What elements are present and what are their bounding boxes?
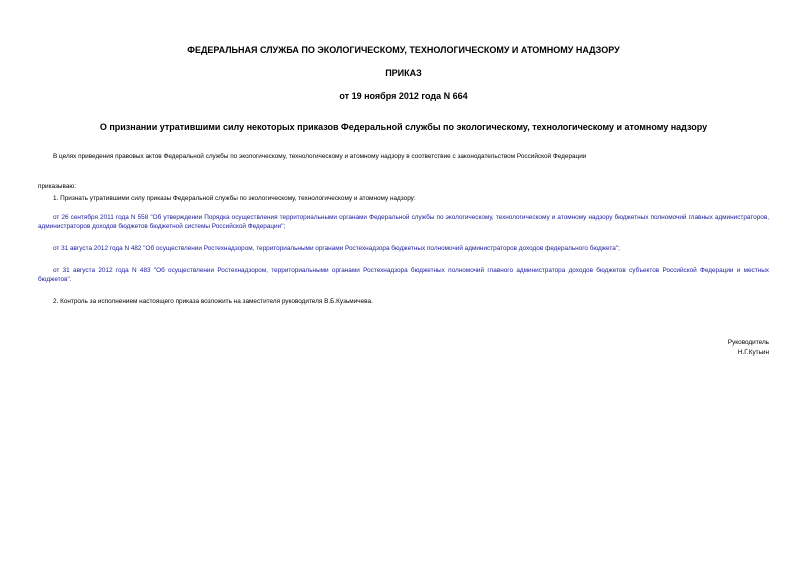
preamble-paragraph: В целях приведения правовых актов Федеральной службы по экологическому, технологическому и атомному надзору в соответствие с законодательством Российской Федерации bbox=[53, 153, 587, 160]
subject-heading: О признании утратившими силу некоторых приказов Федеральной службы по экологическому, технологическому и атомному надзору bbox=[99, 122, 708, 132]
date-number-heading: от 19 ноября 2012 года N 664 bbox=[339, 91, 468, 101]
agency-heading: ФЕДЕРАЛЬНАЯ СЛУЖБА ПО ЭКОЛОГИЧЕСКОМУ, ТЕХНОЛОГИЧЕСКОМУ И АТОМНОМУ НАДЗОРУ bbox=[187, 45, 620, 55]
signature-title: Руководитель bbox=[727, 339, 769, 346]
order-word: приказываю: bbox=[38, 183, 76, 190]
repealed-order-link-558[interactable]: от 26 сентября 2011 года N 558 "Об утверждении Порядка осуществления территориальными органами Федеральной службы по экологическому, технологическому и атомному надзору бюджетных полномочий главных администраторов, администраторов доходов бюджетов бюджетной системы Российской Федерации"; bbox=[38, 214, 769, 230]
repealed-order-link-482[interactable]: от 31 августа 2012 года N 482 "Об осуществлении Ростехнадзором, территориальными органами Ростехнадзора бюджетных полномочий администраторов доходов федерального бюджета"; bbox=[53, 245, 620, 252]
item-1-paragraph: 1. Признать утратившими силу приказы Федеральной службы по экологическому, технологическому и атомному надзору: bbox=[53, 195, 416, 202]
item-2-paragraph: 2. Контроль за исполнением настоящего приказа возложить на заместителя руководителя В.Б.Кузьмичева. bbox=[53, 298, 373, 305]
signature-name: Н.Г.Кутьин bbox=[737, 349, 769, 356]
repealed-order-link-483[interactable]: от 31 августа 2012 года N 483 "Об осуществлении Ростехнадзором, территориальными органами Ростехнадзора бюджетных полномочий главного администратора доходов бюджетов субъектов Российской Федерации и местных бюджетов". bbox=[38, 267, 769, 283]
doc-type-heading: ПРИКАЗ bbox=[385, 68, 422, 78]
